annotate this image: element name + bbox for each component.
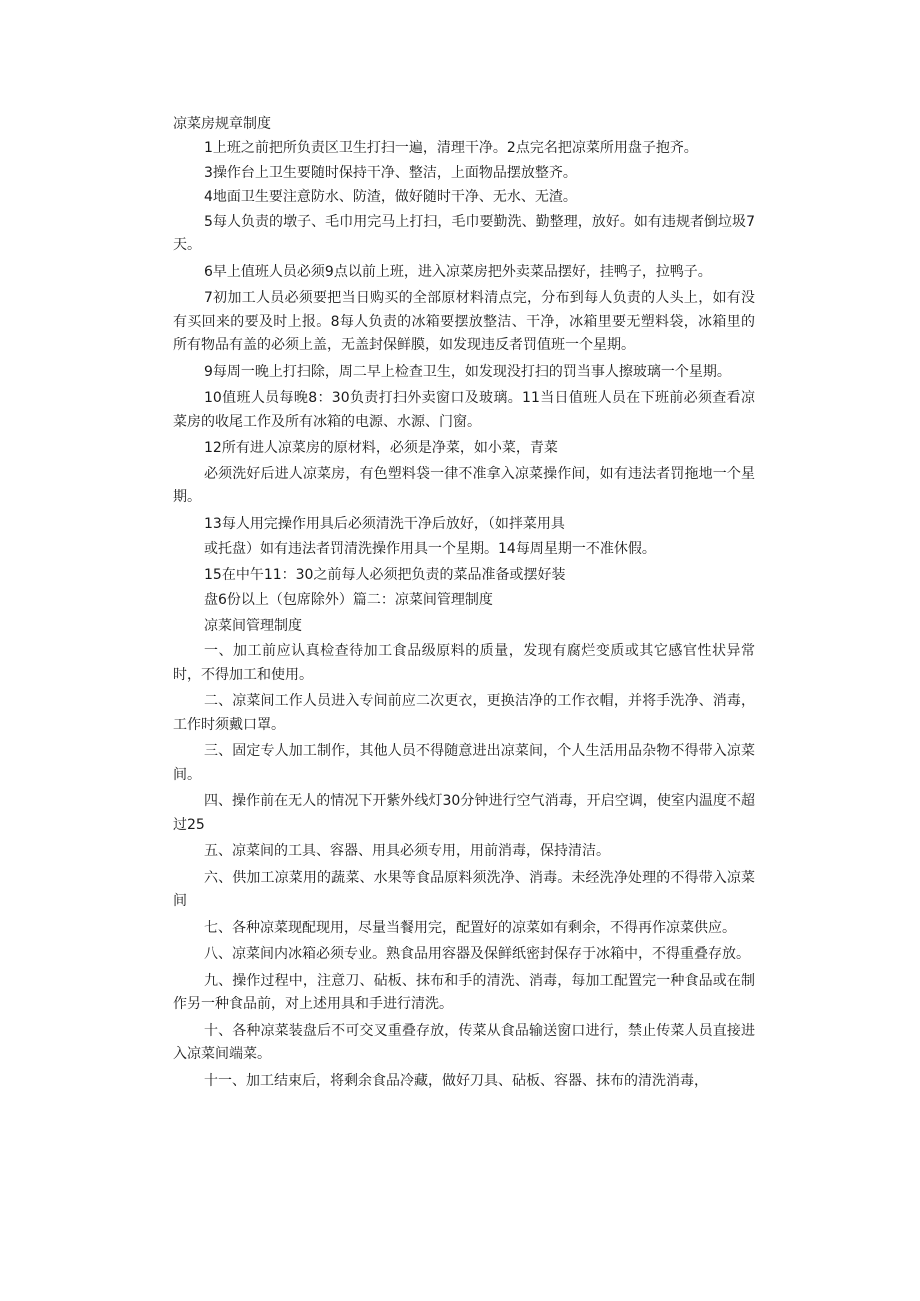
rule-paragraph: 10值班人员每晚8：30负责打扫外卖窗口及玻璃。11当日值班人员在下班前必须查看凉菜房的收尾工作及所有冰箱的电源、水源、门窗。	[173, 390, 755, 430]
rule-13-first-line: 13每人用完操作用具后必须清洗干净后放好，（如拌菜用具	[204, 515, 565, 532]
rule-paragraph: 4地面卫生要注意防水、防渣，做好随时干净、无水、无渣。	[204, 189, 577, 205]
section-2-title: 凉菜间管理制度	[204, 617, 302, 634]
section-2-item: 一、加工前应认真检查待加工食品级原料的质量，发现有腐烂变质或其它感官性状异常时，不得加工和使用。	[173, 643, 755, 683]
rule-paragraph: 3操作台上卫生要随时保持干净、整洁，上面物品摆放整齐。	[204, 164, 577, 181]
section-2-item: 二、凉菜间工作人员进入专间前应二次更衣，更换洁净的工作衣帽，并将手洗净、消毒，工作时须戴口罩。	[173, 693, 755, 733]
rule-paragraph: 7初加工人员必须要把当日购买的全部原材料清点完，分布到每人负责的人头上，如有没有买回来的要及时上报。8每人负责的冰箱要摆放整洁、干净，冰箱里要无塑料袋，冰箱里的所有物品有盖的必须上盖，无盖封保鲜膜，如发现违反者罚值班一个星期。	[173, 290, 755, 353]
section-2-item: 七、各种凉菜现配现用，尽量当餐用完，配置好的凉菜如有剩余，不得再作凉菜供应。	[204, 919, 736, 936]
rule-paragraph: 1上班之前把所负责区卫生打扫一遍，清理干净。2点完名把凉菜所用盘子抱齐。	[204, 140, 698, 156]
rule-12-first-line: 12所有进人凉菜房的原材料，必须是净菜，如小菜，青菜	[204, 440, 558, 456]
rule-paragraph: 5每人负责的墩子、毛巾用完马上打扫，毛巾要勤洗、勤整理，放好。如有违规者倒垃圾7天。	[173, 213, 755, 253]
rule-15-first-line: 15在中午11：30之前每人必须把负责的菜品准备或摆好装	[204, 566, 566, 583]
rule-15-second-line: 盘6份以上（包席除外）篇二：凉菜间管理制度	[204, 592, 493, 608]
document-title: 凉菜房规章制度	[173, 116, 271, 132]
section-2-item: 九、操作过程中，注意刀、砧板、抹布和手的清洗、消毒，每加工配置完一种食品或在制作另一种食品前，对上述用具和手进行清洗。	[173, 972, 755, 1012]
section-2-item: 六、供加工凉菜用的蔬菜、水果等食品原料须洗净、消毒。未经洗净处理的不得带入凉菜间	[173, 869, 755, 909]
rule-paragraph: 6早上值班人员必须9点以前上班，进入凉菜房把外卖菜品摆好，挂鸭子，拉鸭子。	[204, 263, 712, 280]
rule-12-continuation: 必须洗好后进人凉菜房，有色塑料袋一律不准拿入凉菜操作间，如有违法者罚拖地一个星期。	[173, 465, 755, 505]
document-page	[173, 111, 755, 1096]
section-2-item: 十一、加工结束后，将剩余食品冷藏，做好刀具、砧板、容器、抹布的清洗消毒，	[204, 1072, 708, 1089]
section-2-item: 十、各种凉菜装盘后不可交叉重叠存放，传菜从食品输送窗口进行，禁止传菜人员直接进入凉菜间端菜。	[173, 1022, 755, 1062]
rule-13-second-line: 或托盘）如有违法者罚清洗操作用具一个星期。14每周星期一不准休假。	[204, 541, 656, 557]
section-2-item: 八、凉菜间内冰箱必须专业。熟食品用容器及保鲜纸密封保存于冰箱中，不得重叠存放。	[204, 946, 750, 962]
rule-paragraph: 9每周一晚上打扫除，周二早上检查卫生，如发现没打扫的罚当事人擦玻璃一个星期。	[204, 363, 731, 380]
section-2-item: 五、凉菜间的工具、容器、用具必须专用，用前消毒，保持清洁。	[204, 843, 610, 859]
section-2-item: 四、操作前在无人的情况下开紫外线灯30分钟进行空气消毒，开启空调，使室内温度不超过25	[173, 793, 755, 833]
section-2-item: 三、固定专人加工制作，其他人员不得随意进出凉菜间，个人生活用品杂物不得带入凉菜间。	[173, 743, 755, 783]
